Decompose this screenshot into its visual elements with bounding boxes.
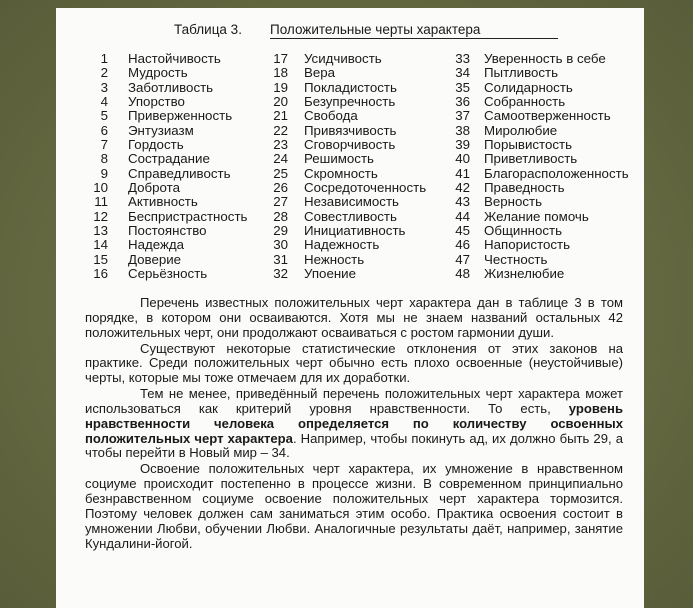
table-number: Таблица 3.: [174, 22, 242, 37]
trait-name: Упорство: [128, 94, 185, 110]
trait-name: Постоянство: [128, 223, 207, 239]
trait-item: [86, 223, 207, 239]
trait-number: 15: [93, 251, 108, 267]
trait-name: Скромность: [304, 165, 378, 181]
trait-number: 37: [455, 108, 470, 124]
trait-name: Инициативность: [304, 223, 406, 239]
trait-number: 13: [93, 223, 108, 239]
trait-number: 47: [455, 251, 470, 267]
trait-name: Серьёзность: [128, 266, 208, 282]
trait-number: 2: [100, 65, 108, 81]
trait-item: [268, 251, 365, 267]
trait-number: 45: [455, 223, 470, 239]
trait-number: 14: [93, 237, 108, 253]
trait-item: [86, 165, 231, 181]
trait-item: [86, 108, 233, 124]
paragraph-1: Перечень известных положительных черт характера дан в таблице 3 в том порядке, в котором они осваиваются. Хотя мы не знаем названий остальных 42 положительных черт, они продолжают осваиваться с ростом гармонии души.: [85, 295, 623, 340]
trait-number: 3: [100, 79, 108, 95]
trait-name: Сострадание: [128, 151, 210, 167]
trait-number: 10: [93, 180, 108, 196]
trait-item: [86, 137, 184, 153]
trait-item: [86, 208, 248, 224]
trait-name: Энтузиазм: [128, 122, 194, 138]
trait-item: [448, 208, 589, 224]
trait-number: 17: [273, 51, 288, 66]
trait-number: 29: [273, 223, 288, 239]
trait-item: [448, 223, 563, 239]
trait-name: Гордость: [128, 137, 184, 153]
trait-number: 41: [455, 165, 470, 181]
trait-item: [448, 237, 571, 253]
trait-name: Желание помочь: [484, 208, 589, 224]
trait-number: 46: [455, 237, 470, 253]
trait-item: [268, 237, 380, 253]
trait-name: Упоение: [304, 266, 357, 282]
trait-number: 32: [273, 266, 288, 282]
trait-number: 33: [455, 51, 470, 66]
trait-name: Покладистость: [304, 79, 397, 95]
trait-item: [448, 79, 573, 95]
trait-item: [86, 51, 221, 66]
trait-number: 35: [455, 79, 470, 95]
trait-name: Общинность: [484, 223, 563, 239]
trait-item: [448, 108, 611, 124]
trait-number: 23: [273, 137, 288, 153]
trait-number: 39: [455, 137, 470, 153]
trait-number: 24: [273, 151, 288, 167]
trait-item: [268, 151, 374, 167]
trait-item: [268, 180, 427, 196]
trait-number: 6: [100, 122, 108, 138]
trait-item: [448, 51, 606, 66]
trait-item: [448, 165, 629, 181]
trait-item: [448, 180, 565, 196]
trait-item: [268, 165, 378, 181]
trait-name: Надежность: [304, 237, 380, 253]
trait-item: [86, 79, 214, 95]
trait-name: Честность: [484, 251, 548, 267]
trait-item: [86, 237, 185, 253]
traits-column-3: [448, 51, 629, 282]
trait-number: 19: [273, 79, 288, 95]
trait-name: Самоотверженность: [484, 108, 611, 124]
trait-number: 26: [273, 180, 288, 196]
table-title: Положительные черты характера: [270, 22, 558, 39]
trait-number: 36: [455, 94, 470, 110]
trait-name: Решимость: [304, 151, 374, 167]
trait-name: Мудрость: [128, 65, 188, 81]
trait-name: Сосредоточенность: [304, 180, 427, 196]
paragraph-2: Существуют некоторые статистические отклонения от этих законов на практике. Среди положительных черт обычно есть плохо освоенные (неустойчивые) черты, которые мы тоже отмечаем для их доработки.: [85, 340, 623, 386]
trait-item: [86, 151, 210, 167]
trait-number: 16: [93, 266, 108, 282]
trait-number: 11: [94, 194, 108, 210]
trait-name: Приветливость: [484, 151, 578, 167]
trait-item: [448, 65, 559, 81]
trait-item: [448, 151, 578, 167]
trait-name: Порывистость: [484, 137, 573, 153]
trait-item: [268, 65, 336, 81]
trait-number: 28: [273, 208, 288, 224]
trait-name: Доброта: [128, 180, 180, 196]
trait-number: 30: [273, 237, 288, 253]
trait-number: 20: [273, 94, 288, 110]
body-text: [85, 296, 623, 551]
trait-item: [86, 266, 208, 282]
trait-number: 1: [100, 51, 108, 66]
trait-item: [86, 251, 182, 267]
trait-number: 42: [455, 180, 470, 196]
trait-name: Благорасположенность: [484, 165, 629, 181]
trait-number: 43: [455, 194, 470, 210]
trait-item: [268, 208, 397, 224]
trait-number: 31: [273, 251, 288, 267]
trait-item: [268, 266, 357, 282]
trait-name: Свобода: [304, 108, 358, 124]
trait-name: Настойчивость: [128, 51, 221, 66]
trait-name: Заботливость: [128, 79, 214, 95]
trait-number: 48: [455, 266, 470, 282]
trait-name: Независимость: [304, 194, 399, 210]
trait-number: 25: [273, 165, 288, 181]
trait-item: [268, 94, 396, 110]
trait-name: Солидарность: [484, 79, 573, 95]
trait-number: 38: [455, 122, 470, 138]
trait-number: 34: [455, 65, 470, 81]
trait-number: 8: [100, 151, 108, 167]
trait-number: 21: [273, 108, 288, 124]
trait-number: 7: [100, 137, 108, 153]
trait-number: 18: [273, 65, 288, 81]
document-page: [56, 8, 644, 608]
trait-number: 40: [455, 151, 470, 167]
trait-number: 5: [100, 108, 108, 124]
trait-name: Привязчивость: [304, 122, 397, 138]
traits-column-1: [86, 51, 248, 282]
trait-name: Справедливость: [128, 165, 231, 181]
bold-definition: уровень нравственности человека определяется по количеству освоенных положительных черт характера: [85, 400, 623, 446]
trait-name: Верность: [484, 194, 543, 210]
trait-item: [86, 94, 185, 110]
trait-name: Совестливость: [304, 208, 397, 224]
trait-name: Жизнелюбие: [484, 266, 565, 282]
trait-item: [268, 79, 397, 95]
trait-number: 27: [273, 194, 288, 210]
trait-item: [86, 122, 194, 138]
trait-name: Активность: [128, 194, 198, 210]
trait-number: 44: [455, 208, 470, 224]
trait-item: [268, 223, 406, 239]
trait-name: Напористость: [484, 237, 571, 253]
trait-name: Доверие: [128, 251, 182, 267]
trait-name: Приверженность: [128, 108, 233, 124]
traits-column-2: [268, 51, 427, 282]
trait-item: [268, 51, 382, 66]
trait-item: [448, 137, 573, 153]
trait-name: Вера: [304, 65, 336, 81]
trait-number: 4: [100, 94, 108, 110]
trait-item: [448, 94, 566, 110]
trait-item: [268, 194, 399, 210]
trait-name: Беспристрастность: [128, 208, 248, 224]
trait-name: Пытливость: [484, 65, 559, 81]
trait-name: Усидчивость: [304, 51, 382, 66]
trait-name: Надежда: [128, 237, 185, 253]
trait-name: Нежность: [304, 251, 365, 267]
trait-item: [86, 65, 188, 81]
trait-item: [268, 108, 358, 124]
paragraph-3: Тем не менее, приведённый перечень положительных черт характера может использоваться как критерий уровня нравственности. То есть, уровень нравственности человека определяется по количеству освоенных положительных черт характера. Например, чтобы покинуть ад, их должно быть 29, а чтобы перейти в Новый мир – 34.: [85, 386, 623, 461]
trait-name: Сговорчивость: [304, 137, 396, 153]
trait-number: 22: [273, 122, 288, 138]
trait-name: Миролюбие: [484, 122, 558, 138]
trait-item: [448, 251, 548, 267]
trait-name: Собранность: [484, 94, 566, 110]
trait-name: Безупречность: [304, 94, 396, 110]
trait-item: [86, 194, 198, 210]
trait-item: [268, 137, 396, 153]
trait-item: [448, 122, 558, 138]
trait-item: [448, 194, 543, 210]
trait-name: Уверенность в себе: [484, 51, 606, 66]
trait-item: [448, 266, 565, 282]
paragraph-4: Освоение положительных черт характера, их умножение в нравственном социуме происходит постепенно в процессе жизни. В современном принципиально безнравственном социуме освоение положительных черт характера тормозится. Поэтому человек должен сам заниматься этим особо. Практика освоения состоит в умножении Любви, обучении Любви. Аналогичные результаты даёт, например, занятие Кундалини-йогой.: [85, 461, 623, 551]
trait-number: 12: [93, 208, 108, 224]
trait-name: Праведность: [484, 180, 565, 196]
trait-item: [86, 180, 180, 196]
trait-item: [268, 122, 397, 138]
trait-number: 9: [100, 165, 108, 181]
table-caption: [174, 22, 558, 39]
